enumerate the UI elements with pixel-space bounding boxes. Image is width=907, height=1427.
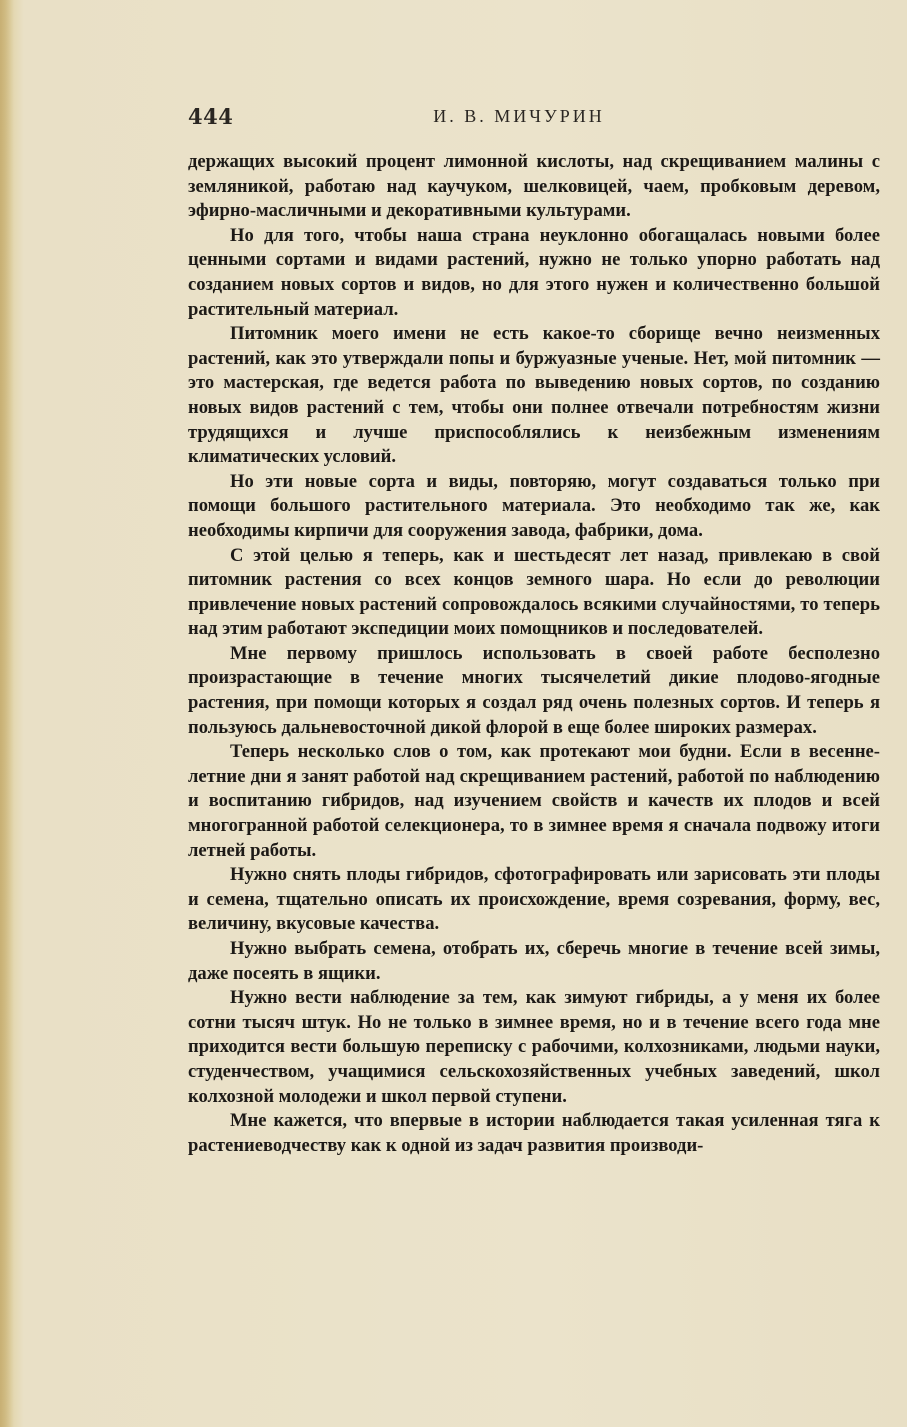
paragraph: Мне первому пришлось использовать в своей работе бесполезно произрастающие в течение многих тысячелетий дикие плодово-ягодные растения, при помощи которых я создал ряд очень полезных сортов. И теперь я пользуюсь дальневосточной дикой флорой в еще более широких размерах. <box>188 642 880 738</box>
paragraph: Нужно снять плоды гибридов, сфотографировать или зарисовать эти плоды и семена, тщательно описать их происхождение, время созревания, форму, вес, величину, вкусовые качества. <box>188 864 880 935</box>
paragraph: Теперь несколько слов о том, как протекают мои будни. Если в весенне-летние дни я занят работой над скрещиванием растений, работой по наблюдению и воспитанию гибридов, над изучением свойств и качеств их плодов и всей многогранной работой селекционера, то в зимнее время я сначала подвожу итоги летней работы. <box>188 741 880 861</box>
page-number: 444 <box>188 104 234 129</box>
body-text <box>188 150 880 1158</box>
page-header <box>188 104 880 132</box>
running-title: И. В. МИЧУРИН <box>433 106 605 126</box>
paragraph: С этой целью я теперь, как и шестьдесят лет назад, привлекаю в свой питомник растения со всех концов земного шара. Но если до революции привлечение новых растений сопровождалось всякими случайностями, то теперь над этим работают экспедиции моих помощников и последователей. <box>188 544 880 640</box>
paragraph: Но для того, чтобы наша страна неуклонно обогащалась новыми более ценными сортами и видами растений, нужно не только упорно работать над созданием новых сортов и видов, но для этого нужен и количественно большой растительный материал. <box>188 224 880 320</box>
page-edge-shadow <box>0 0 14 1427</box>
paragraph: Но эти новые сорта и виды, повторяю, могут создаваться только при помощи большого растительного материала. Это необходимо так же, как необходимы кирпичи для сооружения завода, фабрики, дома. <box>188 470 880 541</box>
paragraph: держащих высокий процент лимонной кислоты, над скрещиванием малины с земляникой, работаю над каучуком, шелковицей, чаем, пробковым деревом, эфирно-масличными и декоративными культурами. <box>188 151 880 222</box>
paragraph: Питомник моего имени не есть какое-то сборище вечно неизменных растений, как это утверждали попы и буржуазные ученые. Нет, мой питомник — это мастерская, где ведется работа по выведению новых сортов, по созданию новых видов растений с тем, чтобы они полнее отвечали потребностям жизни трудящихся и лучше приспособлялись к неизбежным изменениям климатических условий. <box>188 323 880 468</box>
paragraph: Мне кажется, что впервые в истории наблюдается такая усиленная тяга к растениеводчеству как к одной из задач развития производи- <box>188 1110 880 1156</box>
paragraph: Нужно вести наблюдение за тем, как зимуют гибриды, а у меня их более сотни тысяч штук. Но не только в зимнее время, но и в течение всего года мне приходится вести большую переписку с рабочими, колхозниками, людьми науки, студенчеством, учащимися сельскохозяйственных учебных заведений, школ колхозной молодежи и школ первой ступени. <box>188 987 880 1107</box>
paragraph: Нужно выбрать семена, отобрать их, сберечь многие в течение всей зимы, даже посеять в ящики. <box>188 938 880 984</box>
